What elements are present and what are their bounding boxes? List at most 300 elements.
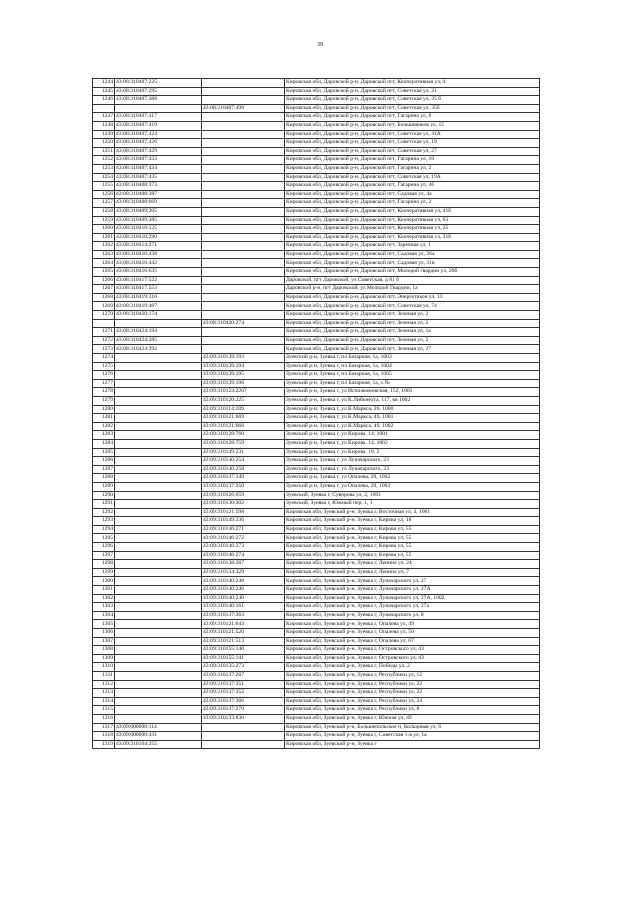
address-cell: Кировская обл, Даровской р-н, Даровской пгт, Советская ул, 19 xyxy=(285,139,540,148)
table-row xyxy=(93,345,540,354)
cadastral-number-building xyxy=(115,671,202,680)
cadastral-number-premises xyxy=(202,190,285,199)
address-cell: Зуевский р-н, Зуевка г, ул К.Либкнехта, 117, кв 1002 xyxy=(285,396,540,405)
address-cell: Кировская обл, Зуевский р-н, Зуевка г, Ленина ул, 24 xyxy=(285,560,540,569)
table-row xyxy=(93,216,540,225)
row-number: 1248 xyxy=(93,121,115,130)
table-row xyxy=(93,354,540,363)
address-cell: Кировская обл, Зуевский р-н, Зуевка г, Республики ул, 8 xyxy=(285,706,540,715)
table-row xyxy=(93,414,540,423)
cadastral-number-premises: 43:09:310135:273 xyxy=(202,663,285,672)
cadastral-number-building: 43:08:310407:419 xyxy=(115,121,202,130)
cadastral-number-premises xyxy=(202,147,285,156)
cadastral-number-building xyxy=(115,491,202,500)
cadastral-number-building xyxy=(115,439,202,448)
row-number: 1275 xyxy=(93,362,115,371)
address-cell: Кировская обл, Зуевский р-н, Зуевка г, Опалева ул, 49 xyxy=(285,620,540,629)
address-cell: Кировская обл, Даровской р-н, Даровской пгт, Кооперативная ул, 4 xyxy=(285,79,540,88)
address-cell: Зуевский р-н, Зуевка г, ул Кирова, 18, 2 xyxy=(285,448,540,457)
row-number xyxy=(93,104,115,113)
cadastral-number-building xyxy=(115,551,202,560)
address-cell: Зуевский р-н, Зуевка г, ул К.Маркса, 26, 1000 xyxy=(285,405,540,414)
table-row xyxy=(93,87,540,96)
cadastral-number-premises xyxy=(202,311,285,320)
table-row xyxy=(93,113,540,122)
cadastral-number-building: 43:08:310408:387 xyxy=(115,190,202,199)
address-cell: Кировская обл, Даровской р-н, Даровской пгт, Кооперативная ул, 41б xyxy=(285,207,540,216)
table-row xyxy=(93,379,540,388)
cadastral-number-building xyxy=(115,354,202,363)
table-row xyxy=(93,259,540,268)
table-row xyxy=(93,268,540,277)
row-number: 1296 xyxy=(93,543,115,552)
cadastral-number-premises xyxy=(202,328,285,337)
row-number: 1273 xyxy=(93,345,115,354)
table-row xyxy=(93,646,540,655)
cadastral-number-building xyxy=(115,508,202,517)
table-row xyxy=(93,654,540,663)
row-number: 1317 xyxy=(93,723,115,732)
address-cell: Зуевский р-н, Зуевка г, пл Базарная, 1а, 1003 xyxy=(285,354,540,363)
cadastral-number-building: 43:08:310409:205 xyxy=(115,207,202,216)
row-number: 1262 xyxy=(93,242,115,251)
address-cell: Зуевский р-н, Зуевка г, пл Базарная, 1а, 1005 xyxy=(285,371,540,380)
row-number: 1318 xyxy=(93,732,115,741)
row-number: 1254 xyxy=(93,173,115,182)
cadastral-number-premises xyxy=(202,285,285,294)
table-row xyxy=(93,422,540,431)
cadastral-number-premises xyxy=(202,182,285,191)
address-cell: Кировская обл, Даровской р-н, Даровской пгт, Зеленая ул, 2 xyxy=(285,311,540,320)
table-row xyxy=(93,139,540,148)
cadastral-number-building: 43:09:000000:431 xyxy=(115,732,202,741)
cadastral-number-building: 43:08:310424:285 xyxy=(115,336,202,345)
cadastral-number-building xyxy=(115,371,202,380)
row-number: 1281 xyxy=(93,414,115,423)
table-row xyxy=(93,663,540,672)
row-number: 1315 xyxy=(93,706,115,715)
table-row xyxy=(93,517,540,526)
address-cell: Кировская обл, Зуевский р-н, Зуевка г, Луначарского ул, 27А xyxy=(285,586,540,595)
cadastral-number-building: 43:08:310408:373 xyxy=(115,182,202,191)
address-cell: Кировская обл, Даровской р-н, Даровской пгт, Молодой гвардии ул, 20б xyxy=(285,268,540,277)
cadastral-number-premises xyxy=(202,276,285,285)
address-cell: Зуевский р-н, Зуевка г, ул Кирова, 14, 1002 xyxy=(285,439,540,448)
cadastral-number-building: 43:08:310407:424 xyxy=(115,130,202,139)
table-row xyxy=(93,199,540,208)
cadastral-number-premises xyxy=(202,345,285,354)
address-cell: Кировская обл, Зуевский р-н, Зуевка г, Республики ул, 12 xyxy=(285,671,540,680)
table-row xyxy=(93,525,540,534)
cadastral-number-premises: 43:09:310149:236 xyxy=(202,517,285,526)
address-cell: Кировская обл, Даровской р-н, Даровской пгт, Гагарина ул, 2 xyxy=(285,164,540,173)
cadastral-number-premises: 43:09:310121:598 xyxy=(202,508,285,517)
row-number: 1256 xyxy=(93,190,115,199)
row-number: 1283 xyxy=(93,431,115,440)
table-row xyxy=(93,611,540,620)
row-number: 1269 xyxy=(93,302,115,311)
row-number: 1301 xyxy=(93,586,115,595)
cadastral-number-building xyxy=(115,414,202,423)
cadastral-number-premises: 43:09:310139:196 xyxy=(202,379,285,388)
table-row xyxy=(93,577,540,586)
address-cell: Кировская обл, Зуевский р-н, Зуевка г, Республики ул, 24 xyxy=(285,697,540,706)
cadastral-number-premises: 43:09:310120:225 xyxy=(202,396,285,405)
cadastral-number-premises: 43:09:310137:349 xyxy=(202,474,285,483)
address-cell: Кировская обл, Даровской р-н, Даровской пгт, Зеленая ул, 2 xyxy=(285,336,540,345)
address-cell: Кировская обл, Даровской р-н, Даровской пгт, Гагарина ул, 46 xyxy=(285,182,540,191)
cadastral-number-building: 43:08:310417:522 xyxy=(115,276,202,285)
cadastral-number-building xyxy=(115,474,202,483)
table-row xyxy=(93,164,540,173)
address-cell: Зуевский, Зуевка г, Южный пер, 1, 1 xyxy=(285,500,540,509)
table-row xyxy=(93,551,540,560)
cadastral-number-building xyxy=(115,534,202,543)
cadastral-number-building: 43:08:310407:388 xyxy=(115,96,202,105)
table-row xyxy=(93,319,540,328)
table-row xyxy=(93,457,540,466)
cadastral-number-premises: 43:09:310121:669 xyxy=(202,414,285,423)
cadastral-number-building xyxy=(115,396,202,405)
address-cell: Кировская обл, Даровской р-н, Даровской пгт, Советская ул, 35б xyxy=(285,104,540,113)
row-number: 1293 xyxy=(93,517,115,526)
row-number: 1303 xyxy=(93,603,115,612)
table-row xyxy=(93,104,540,113)
table-row xyxy=(93,362,540,371)
row-number: 1298 xyxy=(93,560,115,569)
cadastral-number-premises: 43:09:310140:258 xyxy=(202,465,285,474)
address-cell: Зуевский р-н, Зуевка г, ул Луначарского, 23 xyxy=(285,457,540,466)
page-number: 39 xyxy=(317,42,323,48)
row-number: 1279 xyxy=(93,396,115,405)
row-number: 1316 xyxy=(93,714,115,723)
cadastral-number-building xyxy=(115,465,202,474)
table-row xyxy=(93,508,540,517)
row-number: 1286 xyxy=(93,457,115,466)
cadastral-number-premises: 43:09:310140:254 xyxy=(202,457,285,466)
cadastral-number-building xyxy=(115,611,202,620)
cadastral-number-premises: 43:09:310146:273 xyxy=(202,543,285,552)
row-number: 1285 xyxy=(93,448,115,457)
table-row xyxy=(93,371,540,380)
table-row xyxy=(93,594,540,603)
table-row xyxy=(93,225,540,234)
table-row xyxy=(93,156,540,165)
row-number: 1311 xyxy=(93,671,115,680)
table-row xyxy=(93,474,540,483)
cadastral-number-building xyxy=(115,319,202,328)
cadastral-number-building: 43:09:000000:114 xyxy=(115,723,202,732)
row-number: 1278 xyxy=(93,388,115,397)
address-cell: Кировская обл, Даровской р-н, Даровской пгт, Зеленая ул, 1а xyxy=(285,328,540,337)
cadastral-number-premises: 43:08:310420:274 xyxy=(202,319,285,328)
row-number xyxy=(93,319,115,328)
cadastral-number-premises: 43:09:310138:287 xyxy=(202,560,285,569)
row-number: 1290 xyxy=(93,491,115,500)
table-row xyxy=(93,448,540,457)
cadastral-number-premises: 43:08:310407:498 xyxy=(202,104,285,113)
address-cell: Кировская обл, Зуевский р-н, Зуевка г, Кирова ул, 55 xyxy=(285,543,540,552)
cadastral-number-building: 43:08:310407:434 xyxy=(115,164,202,173)
cadastral-number-premises xyxy=(202,250,285,259)
row-number: 1300 xyxy=(93,577,115,586)
cadastral-number-premises xyxy=(202,732,285,741)
cadastral-number-premises: 43:09:310121:513 xyxy=(202,637,285,646)
address-cell: Зуевский р-н, Зуевка г, пл Базарная, 1а, 1004 xyxy=(285,362,540,371)
row-number: 1246 xyxy=(93,96,115,105)
cadastral-number-premises xyxy=(202,723,285,732)
cadastral-number-building: 43:08:310420:174 xyxy=(115,311,202,320)
table-row xyxy=(93,173,540,182)
address-cell: Кировская обл, Даровской р-н, Даровской пгт, Зеленая ул, 27 xyxy=(285,345,540,354)
row-number: 1309 xyxy=(93,654,115,663)
row-number: 1244 xyxy=(93,79,115,88)
row-number: 1270 xyxy=(93,311,115,320)
table-row xyxy=(93,543,540,552)
address-cell: Даровской р-н, пгт Даровской, ул Молодой Гвардии, 1а xyxy=(285,285,540,294)
cadastral-number-building xyxy=(115,431,202,440)
table-row xyxy=(93,182,540,191)
cadastral-number-building xyxy=(115,629,202,638)
table-row xyxy=(93,740,540,749)
table-row xyxy=(93,276,540,285)
address-cell: Кировская обл, Даровской р-н, Даровской пгт, Советская ул, 21 xyxy=(285,87,540,96)
cadastral-number-premises: 43:09:310146:271 xyxy=(202,525,285,534)
address-cell: Зуевский р-н, Зуевка г, ул Опалева, 29, 1002 xyxy=(285,474,540,483)
row-number: 1319 xyxy=(93,740,115,749)
table-row xyxy=(93,242,540,251)
table-row xyxy=(93,671,540,680)
table-row xyxy=(93,431,540,440)
address-cell: Кировская обл, Даровской р-н, Даровской пгт, Гагарина ул, 8 xyxy=(285,113,540,122)
cadastral-number-building xyxy=(115,586,202,595)
cadastral-number-premises: 43:09:310137:366 xyxy=(202,697,285,706)
cadastral-number-premises: 43:09:310139:193 xyxy=(202,354,285,363)
table-row xyxy=(93,130,540,139)
cadastral-number-building: 43:08:310419:467 xyxy=(115,302,202,311)
address-cell: Кировская обл, Даровской р-н, Даровской пгт, Советская ул, 74 xyxy=(285,302,540,311)
cadastral-number-building: 43:08:310417:553 xyxy=(115,285,202,294)
cadastral-number-premises: 43:09:310114:289 xyxy=(202,405,285,414)
row-number: 1292 xyxy=(93,508,115,517)
row-number: 1289 xyxy=(93,482,115,491)
cadastral-number-premises xyxy=(202,233,285,242)
cadastral-number-premises xyxy=(202,79,285,88)
table-row xyxy=(93,285,540,294)
address-cell: Кировская обл, Даровской р-н, Даровской пгт, Садовая ул, 4а xyxy=(285,190,540,199)
table-row xyxy=(93,388,540,397)
address-cell: Кировская обл, Зуевский р-н, Зуевка г, Советская 1-я ул, 1а xyxy=(285,732,540,741)
table-row xyxy=(93,147,540,156)
cadastral-number-premises: 43:09:310146:272 xyxy=(202,534,285,543)
cadastral-number-premises: 43:09:310128:760 xyxy=(202,431,285,440)
cadastral-number-premises xyxy=(202,121,285,130)
cadastral-number-building: 43:08:310410:290 xyxy=(115,233,202,242)
row-number: 1294 xyxy=(93,525,115,534)
table-row xyxy=(93,293,540,302)
cadastral-number-building xyxy=(115,525,202,534)
cadastral-number-premises xyxy=(202,156,285,165)
address-cell: Кировская обл, Даровской р-н, Даровской пгт, Садовая ул, 26а xyxy=(285,250,540,259)
table-row xyxy=(93,396,540,405)
cadastral-number-premises xyxy=(202,130,285,139)
cadastral-number-building: 43:08:310407:295 xyxy=(115,87,202,96)
cadastral-number-building xyxy=(115,517,202,526)
cadastral-number-premises xyxy=(202,113,285,122)
address-cell: Кировская обл, Зуевский р-н, Зуевка г, Луначарского ул, 27 xyxy=(285,577,540,586)
address-cell: Кировская обл, Зуевский р-н, Зуевка г, Островского ул, 43 xyxy=(285,646,540,655)
address-cell: Кировская обл, Зуевский р-н, Зуевка г, Опалева ул, 67 xyxy=(285,637,540,646)
row-number: 1251 xyxy=(93,147,115,156)
cadastral-number-building xyxy=(115,388,202,397)
address-cell: Кировская обл, Зуевский р-н, Зуевка г, Кирова ул, 55 xyxy=(285,525,540,534)
row-number: 1299 xyxy=(93,568,115,577)
row-number: 1261 xyxy=(93,233,115,242)
table-row xyxy=(93,500,540,509)
table-row xyxy=(93,465,540,474)
table-row xyxy=(93,190,540,199)
cadastral-number-building: 43:08:310419:310 xyxy=(115,293,202,302)
row-number: 1265 xyxy=(93,268,115,277)
row-number: 1263 xyxy=(93,250,115,259)
cadastral-number-premises: 43:09:310123:2207 xyxy=(202,388,285,397)
row-number: 1266 xyxy=(93,276,115,285)
address-cell: Кировская обл, Зуевский р-н, Зуевка г, Луначарского ул, 27а xyxy=(285,603,540,612)
table-row xyxy=(93,603,540,612)
row-number: 1274 xyxy=(93,354,115,363)
cadastral-number-building: 43:08:310407:429 xyxy=(115,147,202,156)
address-cell: Кировская обл, Даровской р-н, Даровской пгт, Гагарина ул, 2 xyxy=(285,199,540,208)
address-cell: Кировская обл, Даровской р-н, Даровской пгт, Большевиков ул, 15 xyxy=(285,121,540,130)
table-row xyxy=(93,697,540,706)
cadastral-number-premises xyxy=(202,293,285,302)
table-row xyxy=(93,311,540,320)
address-cell: Даровской, пгт Даровской, ул Советская, д 81 б xyxy=(285,276,540,285)
row-number: 1302 xyxy=(93,594,115,603)
cadastral-number-building xyxy=(115,689,202,698)
address-cell: Зуевский р-н, Зуевка г, ул Кирова, 14, 1001 xyxy=(285,431,540,440)
cadastral-number-premises: 43:09:310155:141 xyxy=(202,654,285,663)
row-number: 1291 xyxy=(93,500,115,509)
row-number: 1259 xyxy=(93,216,115,225)
row-number: 1297 xyxy=(93,551,115,560)
cadastral-number-premises xyxy=(202,268,285,277)
table-row xyxy=(93,79,540,88)
address-cell: Зуевский, Зуевка г, Суворова ул, 2, 1001 xyxy=(285,491,540,500)
table-row xyxy=(93,233,540,242)
table-row xyxy=(93,680,540,689)
cadastral-number-building: 43:08:310407:417 xyxy=(115,113,202,122)
cadastral-number-building xyxy=(115,603,202,612)
table-row xyxy=(93,405,540,414)
row-number: 1264 xyxy=(93,259,115,268)
cadastral-number-building xyxy=(115,697,202,706)
cadastral-number-premises: 43:09:310149:231 xyxy=(202,448,285,457)
address-cell: Кировская обл, Зуевский р-н, Зуевка г, Луначарского ул, 8 xyxy=(285,611,540,620)
cadastral-number-premises: 43:09:310137:351 xyxy=(202,680,285,689)
cadastral-number-building: 43:08:310424:194 xyxy=(115,328,202,337)
cadastral-number-building: 43:09:310104:255 xyxy=(115,740,202,749)
row-number: 1314 xyxy=(93,697,115,706)
cadastral-number-building xyxy=(115,104,202,113)
row-number: 1267 xyxy=(93,285,115,294)
address-cell: Кировская обл, Зуевский р-н, Зуевка г, Восточная ул, 4, 1001 xyxy=(285,508,540,517)
row-number: 1276 xyxy=(93,371,115,380)
cadastral-number-building xyxy=(115,714,202,723)
cadastral-number-premises: 43:09:310133:830 xyxy=(202,714,285,723)
address-cell: Зуевский р-н, Зуевка г, пл Базарная, 1а, с.№ xyxy=(285,379,540,388)
cadastral-number-premises xyxy=(202,139,285,148)
address-cell: Кировская обл, Зуевский р-н, Зуевка г, Островского ул, 43 xyxy=(285,654,540,663)
table-row xyxy=(93,732,540,741)
table-row xyxy=(93,250,540,259)
cadastral-number-premises: 43:09:310128:759 xyxy=(202,439,285,448)
cadastral-number-premises xyxy=(202,242,285,251)
cadastral-number-building xyxy=(115,379,202,388)
cadastral-number-premises: 43:09:310137:370 xyxy=(202,706,285,715)
address-cell: Зуевский р-н, Зуевка г, ул Опалева, 29, 1003 xyxy=(285,482,540,491)
cadastral-number-premises xyxy=(202,302,285,311)
cadastral-number-building xyxy=(115,680,202,689)
table-row xyxy=(93,586,540,595)
cadastral-number-premises: 43:09:310126:659 xyxy=(202,491,285,500)
cadastral-number-premises xyxy=(202,216,285,225)
row-number: 1284 xyxy=(93,439,115,448)
row-number: 1308 xyxy=(93,646,115,655)
row-number: 1245 xyxy=(93,87,115,96)
cadastral-number-building: 43:08:310407:426 xyxy=(115,139,202,148)
address-cell: Кировская обл, Зуевский р-н, Зуевка г, Ленина ул, 7 xyxy=(285,568,540,577)
row-number: 1247 xyxy=(93,113,115,122)
address-cell: Кировская обл, Зуевский р-н, Зуевка г, Кирова ул, 18 xyxy=(285,517,540,526)
cadastral-number-premises: 43:09:310140:248 xyxy=(202,577,285,586)
cadastral-number-premises: 43:09:310121:668 xyxy=(202,422,285,431)
address-cell: Кировская обл, Зуевский р-н, Зуевка г, Опалева ул, 50 xyxy=(285,629,540,638)
table-row xyxy=(93,336,540,345)
table-row xyxy=(93,714,540,723)
cadastral-number-building xyxy=(115,706,202,715)
cadastral-number-premises: 43:09:310130:302 xyxy=(202,500,285,509)
address-cell: Зуевский р-н, Зуевка г, ул Луначарского, 23 xyxy=(285,465,540,474)
cadastral-number-building: 43:08:310407:435 xyxy=(115,173,202,182)
row-number: 1255 xyxy=(93,182,115,191)
cadastral-number-premises: 43:09:310137:350 xyxy=(202,482,285,491)
table-row xyxy=(93,534,540,543)
cadastral-number-building xyxy=(115,637,202,646)
table-row xyxy=(93,620,540,629)
cadastral-number-building xyxy=(115,577,202,586)
row-number: 1288 xyxy=(93,474,115,483)
cadastral-number-premises: 43:09:310140:240 xyxy=(202,594,285,603)
cadastral-number-premises: 43:09:310121:643 xyxy=(202,620,285,629)
cadastral-number-premises xyxy=(202,225,285,234)
table-row xyxy=(93,560,540,569)
table-row xyxy=(93,439,540,448)
row-number: 1271 xyxy=(93,328,115,337)
address-cell: Кировская обл, Даровской р-н, Даровской пгт, Кооперативная ул, 25 xyxy=(285,225,540,234)
cadastral-number-building: 43:08:310408:669 xyxy=(115,199,202,208)
table-row xyxy=(93,302,540,311)
row-number: 1257 xyxy=(93,199,115,208)
address-cell: Кировская обл, Даровской р-н, Даровской пгт, Кооперативная ул, 63 xyxy=(285,216,540,225)
address-cell: Кировская обл, Зуевский р-н, Зуевка г, Луначарского ул, 27А, 1002 xyxy=(285,594,540,603)
row-number: 1304 xyxy=(93,611,115,620)
cadastral-number-building xyxy=(115,543,202,552)
address-cell: Кировская обл, Зуевский р-н, Большепольское п, Кольцовая ул, 6 xyxy=(285,723,540,732)
cadastral-number-building xyxy=(115,405,202,414)
address-cell: Кировская обл, Зуевский р-н, Зуевка г, Кирова ул, 55 xyxy=(285,551,540,560)
cadastral-number-building: 43:08:310407:225 xyxy=(115,79,202,88)
